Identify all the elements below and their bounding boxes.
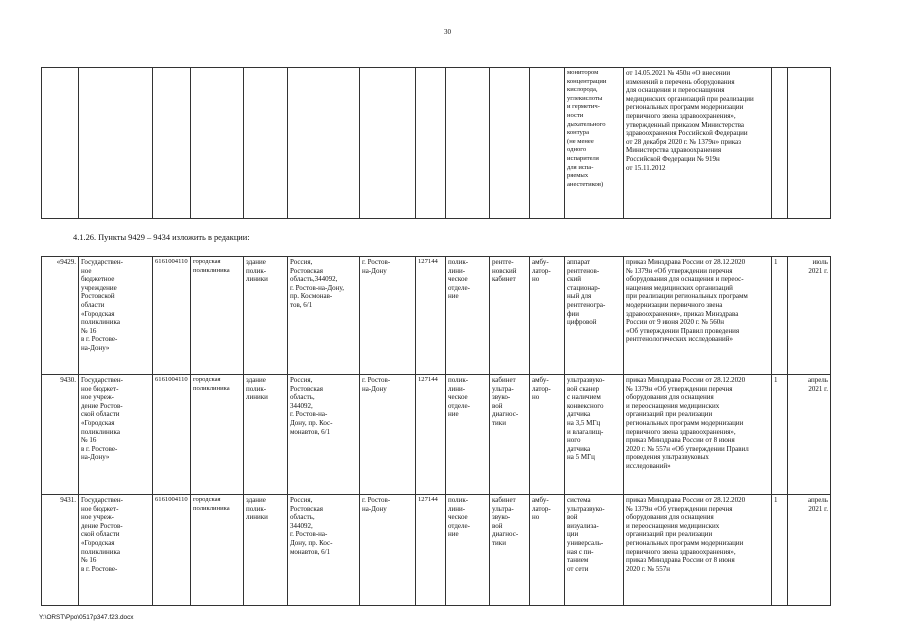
address-cell: Россия, Ростовская область, 344092, г. Ростов-на- Дону, пр. Кос- монавтов, 6/1	[288, 375, 360, 495]
care-type-cell: амбу- латор- но	[530, 375, 565, 495]
amendment-instruction: 4.1.26. Пункты 9429 – 9434 изложить в редакции:	[73, 233, 250, 242]
row-number: 9431.	[42, 495, 79, 606]
room-cell: рентге- новский кабинет	[490, 257, 530, 375]
inn-cell: 6161004110	[153, 375, 191, 495]
date-cell: июль 2021 г.	[788, 257, 831, 375]
equipment-cell: система ультразвуко- вой визуализа- ции универсаль- ная с пи- танием от сети	[565, 495, 624, 606]
basis-cell: от 14.05.2021 № 450н «О внесении изменений в перечень оборудования для оснащения и переоснащения медицинских организаций при реализации региональных программ модернизации первичного звена здравоохранения», утвержденный приказом Министерства здравоохранения Российской Федерации от 28 декабря 2020 г. № 1379н» приказ Министерства здравоохранения Российской Федерации № 919н от 15.11.2012	[624, 68, 772, 219]
address-cell: Россия, Ростовская область,344092, г. Ростов-на-Дону, пр. Космонав- тов, 6/1	[288, 257, 360, 375]
building-cell: здание полик- линики	[244, 257, 288, 375]
oktmo-cell: 127144	[416, 495, 446, 606]
continuation-row	[42, 68, 831, 219]
basis-cell: приказ Минздрава России от 28.12.2020 № 1379н «Об утверждении перечня оборудования для оснащения и переоснащения медицинских организаций при реализации региональных программ модернизации первичного звена здравоохранения», приказ Минздрава России от 8 июня 2020 г. № 557н «Об утверждении Правил проведения ультразвуковых исследований»	[624, 375, 772, 495]
equipment-cell: аппарат рентгенов- ский стационар- ный для рентгеногра- фии цифровой	[565, 257, 624, 375]
address-cell: Россия, Ростовская область, 344092, г. Ростов-на- Дону, пр. Кос- монавтов, 6/1	[288, 495, 360, 606]
care-type-cell: амбу- латор- но	[530, 495, 565, 606]
continuation-table	[41, 67, 831, 219]
organization-cell: Государствен- ное бюджет- ное учреж- дение Ростов- ской области «Городская поликлиника № 16 в г. Ростове-	[79, 495, 153, 606]
building-cell: здание полик- линики	[244, 495, 288, 606]
org-type-cell: городская поликлиника	[191, 495, 244, 606]
city-cell: г. Ростов- на-Дону	[360, 257, 416, 375]
org-type-cell: городская поликлиника	[191, 375, 244, 495]
basis-cell: приказ Минздрава России от 28.12.2020 № 1379н «Об утверждении перечня оборудования для оснащения и переос- нащения медицинских организаций при реализации региональных программ модернизации первичного звена здравоохранения», приказ Минздрава России от 9 июня 2020 г. № 560н «Об утверждении Правил проведения рентгенологических исследований»	[624, 257, 772, 375]
equipment-cell: монитором концентрации кислорода, углекислоты и герметич- ности дыхательного контура (не менее одного испарителя для испа- ряемых анестетиков)	[565, 68, 624, 219]
file-path-footer: Y:\ORST\Ppo\0517p347.f23.docx	[39, 614, 134, 621]
row-number: «9429.	[42, 257, 79, 375]
organization-cell: Государствен- ное бюджет- ное учреж- дение Ростов- ской области «Городская поликлиника № 16 в г. Ростове- на-Дону»	[79, 375, 153, 495]
equipment-table	[41, 256, 831, 606]
table-row	[42, 257, 831, 375]
table-row	[42, 495, 831, 606]
city-cell: г. Ростов- на-Дону	[360, 375, 416, 495]
room-cell: кабинет ультра- звуко- вой диагнос- тики	[490, 375, 530, 495]
room-cell: кабинет ультра- звуко- вой диагнос- тики	[490, 495, 530, 606]
page-number: 30	[444, 28, 451, 36]
table-row	[42, 375, 831, 495]
care-type-cell: амбу- латор- но	[530, 257, 565, 375]
quantity-cell: 1	[772, 495, 788, 606]
building-cell: здание полик- линики	[244, 375, 288, 495]
date-cell: апрель 2021 г.	[788, 375, 831, 495]
org-type-cell: городская поликлиника	[191, 257, 244, 375]
quantity-cell: 1	[772, 375, 788, 495]
department-cell: полик- лини- ческое отделе- ние	[446, 375, 490, 495]
organization-cell: Государствен- ное бюджетное учреждение Ростовской области «Городская поликлиника № 16 в г. Ростове- на-Дону»	[79, 257, 153, 375]
basis-cell: приказ Минздрава России от 28.12.2020 № 1379н «Об утверждении перечня оборудования для оснащения и переоснащения медицинских организаций при реализации региональных программ модернизации первичного звена здравоохранения», приказ Минздрава России от 8 июня 2020 г. № 557н	[624, 495, 772, 606]
department-cell: полик- лини- ческое отделе- ние	[446, 257, 490, 375]
equipment-cell: ультразвуко- вой сканер с наличием конвексного датчика на 3,5 МГц и влагалищ- ного датчика на 5 МГц	[565, 375, 624, 495]
city-cell: г. Ростов- на-Дону	[360, 495, 416, 606]
oktmo-cell: 127144	[416, 257, 446, 375]
inn-cell: 6161004110	[153, 495, 191, 606]
oktmo-cell: 127144	[416, 375, 446, 495]
inn-cell: 6161004110	[153, 257, 191, 375]
department-cell: полик- лини- ческое отделе- ние	[446, 495, 490, 606]
quantity-cell: 1	[772, 257, 788, 375]
row-number: 9430.	[42, 375, 79, 495]
date-cell: апрель 2021 г.	[788, 495, 831, 606]
